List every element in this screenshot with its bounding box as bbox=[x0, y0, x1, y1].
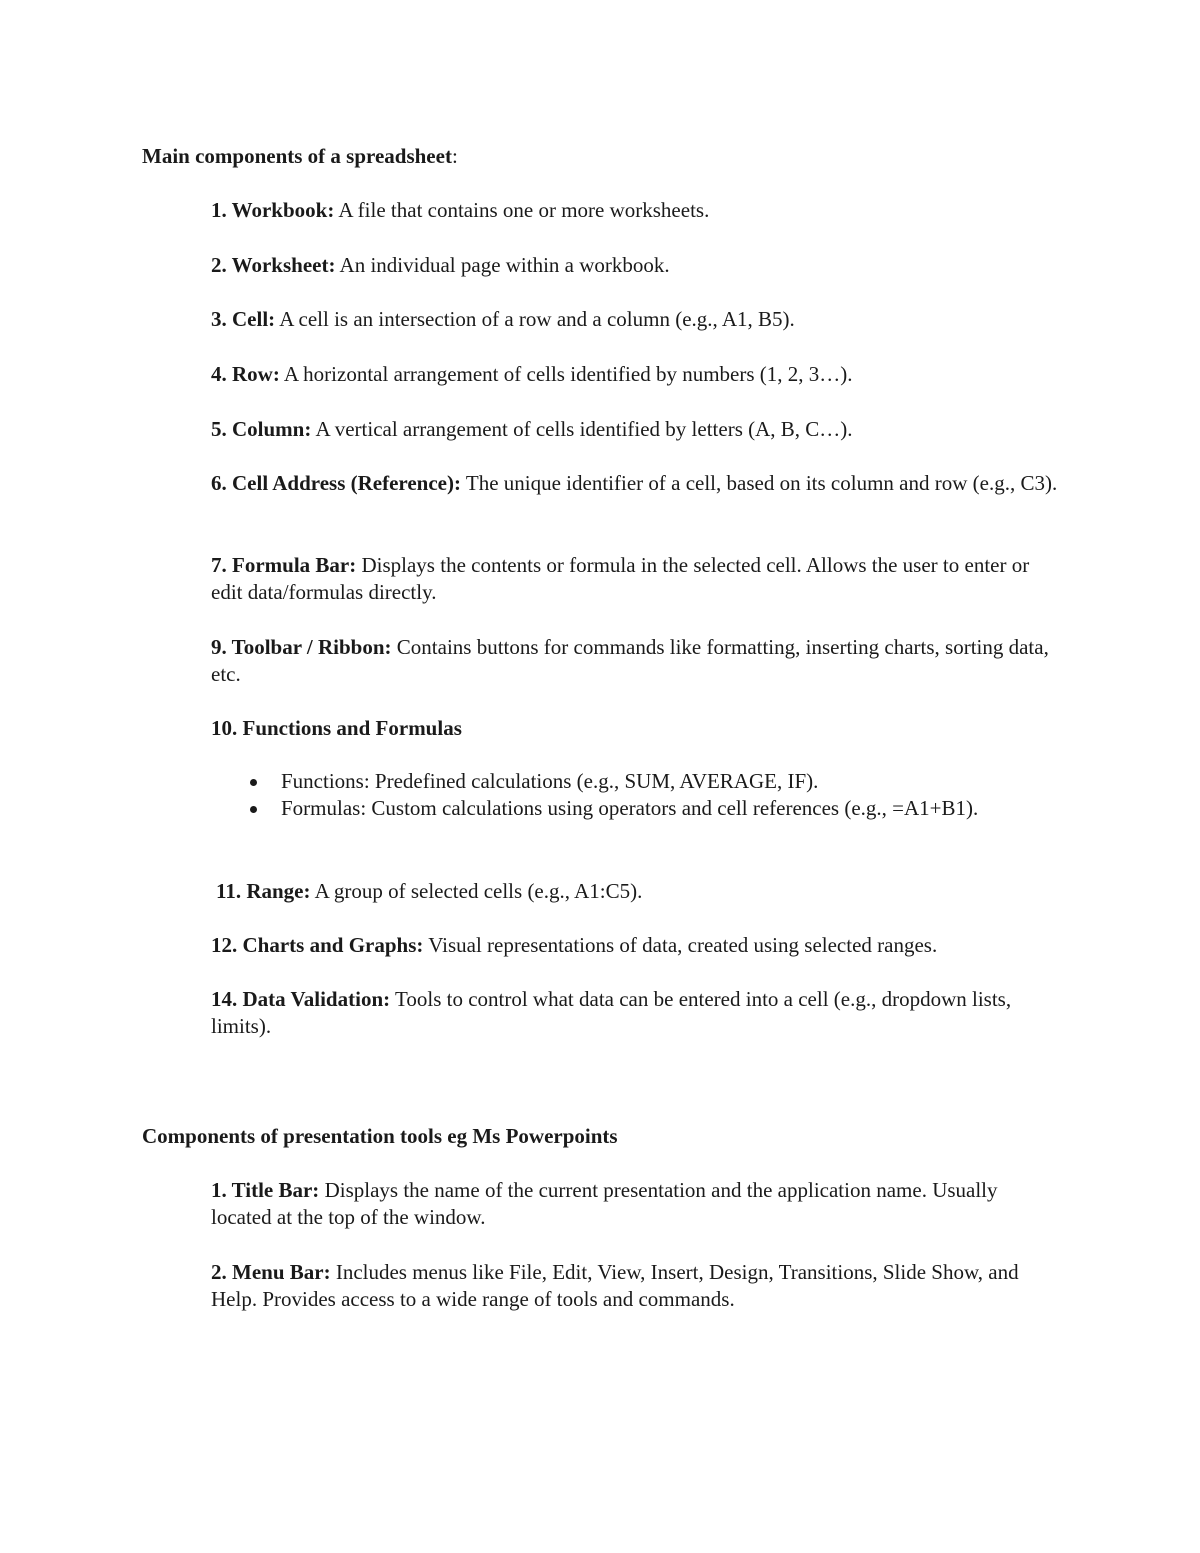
item-label: 2. Menu Bar: bbox=[211, 1260, 331, 1284]
item-text: Contains buttons for commands like formatting, inserting charts, sorting data, etc. bbox=[211, 635, 1049, 686]
item-text: Includes menus like File, Edit, View, Insert, Design, Transitions, Slide Show, and Help. Provides access to a wide range of tools and commands. bbox=[211, 1260, 1019, 1311]
bullet-item bbox=[211, 795, 1061, 822]
item-text: A vertical arrangement of cells identified by letters (A, B, C…). bbox=[311, 417, 853, 441]
item-label: 9. Toolbar / Ribbon: bbox=[211, 635, 392, 659]
list-item bbox=[211, 1259, 1061, 1313]
item-text: A cell is an intersection of a row and a column (e.g., A1, B5). bbox=[275, 307, 795, 331]
list-item bbox=[211, 715, 1061, 742]
item-text: The unique identifier of a cell, based on its column and row (e.g., C3). bbox=[461, 471, 1058, 495]
item-label: 7. Formula Bar: bbox=[211, 553, 357, 577]
item-label: 10. Functions and Formulas bbox=[211, 716, 462, 740]
spreadsheet-heading-suffix: : bbox=[451, 144, 458, 168]
list-item bbox=[216, 878, 1066, 905]
list-item bbox=[211, 252, 1061, 279]
list-item bbox=[211, 932, 1061, 959]
item-label: 6. Cell Address (Reference): bbox=[211, 471, 461, 495]
item-text: A horizontal arrangement of cells identified by numbers (1, 2, 3…). bbox=[279, 362, 853, 386]
list-item bbox=[211, 306, 1061, 333]
list-item bbox=[211, 552, 1061, 606]
item-label: 14. Data Validation: bbox=[211, 987, 391, 1011]
presentation-heading-text: Components of presentation tools eg Ms Powerpoints bbox=[142, 1124, 618, 1148]
list-item bbox=[211, 361, 1061, 388]
bullet-dot-icon bbox=[250, 806, 257, 813]
item-text: A file that contains one or more worksheets. bbox=[334, 198, 710, 222]
item-text: Visual representations of data, created using selected ranges. bbox=[423, 933, 938, 957]
item-text: Displays the name of the current presentation and the application name. Usually located at the top of the window. bbox=[211, 1178, 998, 1229]
item-text: A group of selected cells (e.g., A1:C5). bbox=[310, 879, 643, 903]
presentation-heading bbox=[142, 1123, 618, 1150]
list-item bbox=[211, 470, 1061, 497]
item-label: 12. Charts and Graphs: bbox=[211, 933, 424, 957]
item-text: An individual page within a workbook. bbox=[335, 253, 670, 277]
item-label: 3. Cell: bbox=[211, 307, 276, 331]
spreadsheet-heading-text: Main components of a spreadsheet bbox=[142, 144, 452, 168]
list-item bbox=[211, 986, 1061, 1040]
bullet-text: Formulas: Custom calculations using operators and cell references (e.g., =A1+B1). bbox=[281, 796, 979, 820]
item-text: Tools to control what data can be entered into a cell (e.g., dropdown lists, limits). bbox=[211, 987, 1012, 1038]
functions-bullet-list bbox=[211, 768, 1061, 822]
item-label: 11. Range: bbox=[216, 879, 311, 903]
item-label: 4. Row: bbox=[211, 362, 280, 386]
item-label: 5. Column: bbox=[211, 417, 312, 441]
bullet-item bbox=[211, 768, 1061, 795]
item-text: Displays the contents or formula in the selected cell. Allows the user to enter or edit data/formulas directly. bbox=[211, 553, 1030, 604]
list-item bbox=[211, 1177, 1061, 1231]
bullet-text: Functions: Predefined calculations (e.g., SUM, AVERAGE, IF). bbox=[281, 769, 819, 793]
list-item bbox=[211, 197, 1061, 224]
bullet-dot-icon bbox=[250, 779, 257, 786]
item-label: 2. Worksheet: bbox=[211, 253, 336, 277]
item-label: 1. Workbook: bbox=[211, 198, 335, 222]
list-item bbox=[211, 416, 1061, 443]
item-label: 1. Title Bar: bbox=[211, 1178, 320, 1202]
list-item bbox=[211, 634, 1061, 688]
spreadsheet-heading bbox=[142, 143, 458, 170]
